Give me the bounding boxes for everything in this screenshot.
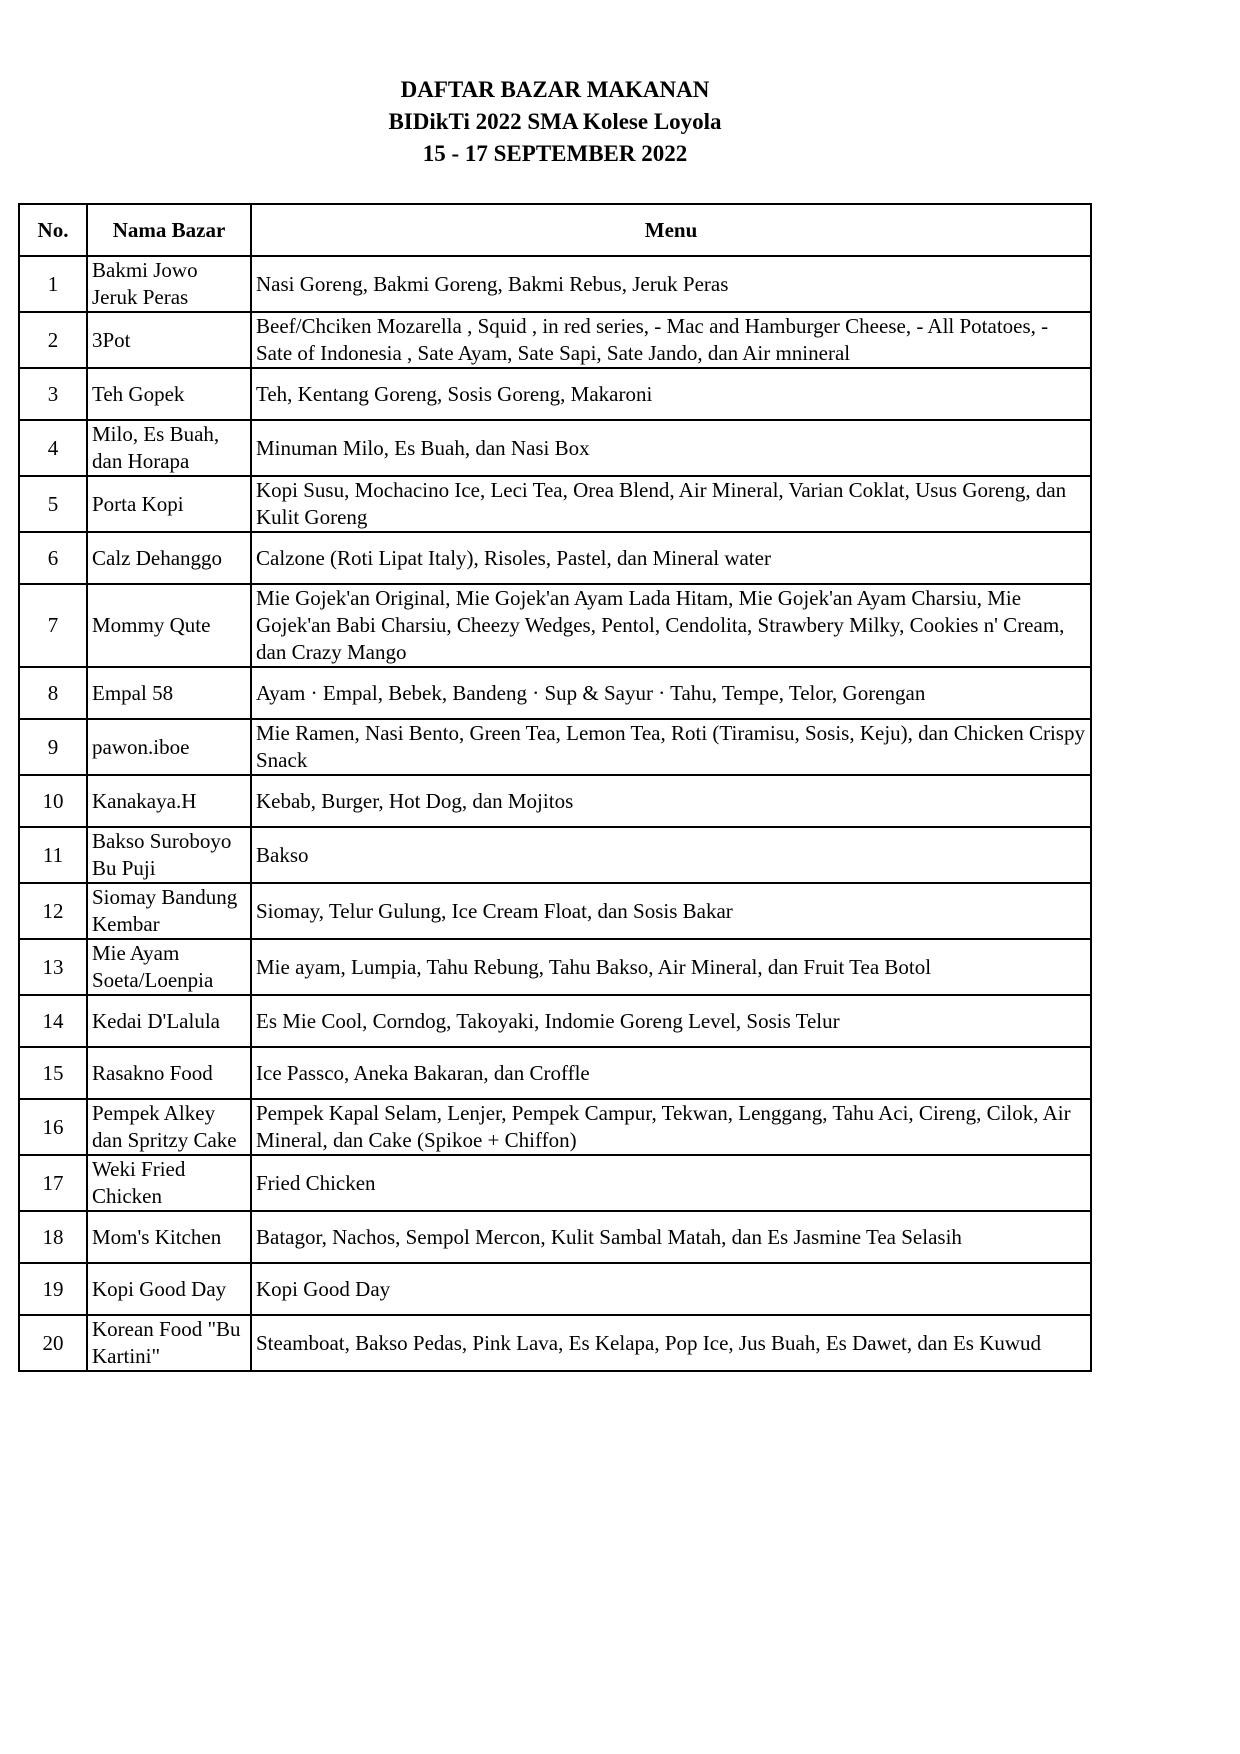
table-row xyxy=(19,1211,1091,1263)
table-row xyxy=(19,1047,1091,1099)
cell-no: 9 xyxy=(19,719,87,775)
table-header-row xyxy=(19,204,1091,256)
table-row xyxy=(19,827,1091,883)
cell-nama-bazar: Kedai D'Lalula xyxy=(87,995,251,1047)
cell-nama-bazar: Mom's Kitchen xyxy=(87,1211,251,1263)
cell-no: 8 xyxy=(19,667,87,719)
cell-no: 11 xyxy=(19,827,87,883)
cell-nama-bazar: Milo, Es Buah, dan Horapa xyxy=(87,420,251,476)
table-row xyxy=(19,1155,1091,1211)
cell-nama-bazar: Siomay Bandung Kembar xyxy=(87,883,251,939)
cell-no: 7 xyxy=(19,584,87,667)
cell-nama-bazar: Porta Kopi xyxy=(87,476,251,532)
table-row xyxy=(19,1315,1091,1371)
cell-nama-bazar: Mie Ayam Soeta/Loenpia xyxy=(87,939,251,995)
cell-nama-bazar: Calz Dehanggo xyxy=(87,532,251,584)
cell-nama-bazar: Bakmi Jowo Jeruk Peras xyxy=(87,256,251,312)
title-line-event: BIDikTi 2022 SMA Kolese Loyola xyxy=(388,109,722,134)
cell-no: 15 xyxy=(19,1047,87,1099)
cell-nama-bazar: 3Pot xyxy=(87,312,251,368)
cell-nama-bazar: Korean Food "Bu Kartini" xyxy=(87,1315,251,1371)
header-menu: Menu xyxy=(251,204,1091,256)
cell-menu: Calzone (Roti Lipat Italy), Risoles, Pastel, dan Mineral water xyxy=(251,532,1091,584)
cell-menu: Mie ayam, Lumpia, Tahu Rebung, Tahu Bakso, Air Mineral, dan Fruit Tea Botol xyxy=(251,939,1091,995)
table-row xyxy=(19,584,1091,667)
table-row xyxy=(19,883,1091,939)
header-nama-bazar: Nama Bazar xyxy=(87,204,251,256)
table-row xyxy=(19,476,1091,532)
cell-nama-bazar: Rasakno Food xyxy=(87,1047,251,1099)
cell-nama-bazar: Weki Fried Chicken xyxy=(87,1155,251,1211)
cell-no: 10 xyxy=(19,775,87,827)
cell-menu: Minuman Milo, Es Buah, dan Nasi Box xyxy=(251,420,1091,476)
table-row xyxy=(19,368,1091,420)
cell-menu: Kopi Good Day xyxy=(251,1263,1091,1315)
table-row xyxy=(19,312,1091,368)
cell-no: 4 xyxy=(19,420,87,476)
cell-menu: Ice Passco, Aneka Bakaran, dan Croffle xyxy=(251,1047,1091,1099)
title-line-date: 15 - 17 SEPTEMBER 2022 xyxy=(422,141,688,166)
cell-no: 13 xyxy=(19,939,87,995)
cell-menu: Teh, Kentang Goreng, Sosis Goreng, Makaroni xyxy=(251,368,1091,420)
table-row xyxy=(19,719,1091,775)
cell-menu: Fried Chicken xyxy=(251,1155,1091,1211)
cell-nama-bazar: Bakso Suroboyo Bu Puji xyxy=(87,827,251,883)
cell-no: 2 xyxy=(19,312,87,368)
table-row xyxy=(19,1099,1091,1155)
cell-menu: Kopi Susu, Mochacino Ice, Leci Tea, Orea Blend, Air Mineral, Varian Coklat, Usus Goreng, dan Kulit Goreng xyxy=(251,476,1091,532)
cell-no: 16 xyxy=(19,1099,87,1155)
cell-nama-bazar: Pempek Alkey dan Spritzy Cake xyxy=(87,1099,251,1155)
cell-no: 19 xyxy=(19,1263,87,1315)
header-no: No. xyxy=(19,204,87,256)
table-row xyxy=(19,1263,1091,1315)
cell-no: 1 xyxy=(19,256,87,312)
table-row xyxy=(19,667,1091,719)
cell-menu: Mie Gojek'an Original, Mie Gojek'an Ayam Lada Hitam, Mie Gojek'an Ayam Charsiu, Mie Gojek'an Babi Charsiu, Cheezy Wedges, Pentol, Cendolita, Strawbery Milky, Cookies n' Cream, dan Crazy Mango xyxy=(251,584,1091,667)
cell-nama-bazar: Empal 58 xyxy=(87,667,251,719)
document-title xyxy=(0,74,1110,170)
cell-menu: Beef/Chciken Mozarella , Squid , in red series, - Mac and Hamburger Cheese, - All Potatoes, - Sate of Indonesia , Sate Ayam, Sate Sapi, Sate Jando, dan Air mnineral xyxy=(251,312,1091,368)
cell-nama-bazar: Mommy Qute xyxy=(87,584,251,667)
cell-no: 6 xyxy=(19,532,87,584)
cell-menu: Nasi Goreng, Bakmi Goreng, Bakmi Rebus, Jeruk Peras xyxy=(251,256,1091,312)
cell-no: 14 xyxy=(19,995,87,1047)
cell-no: 12 xyxy=(19,883,87,939)
table-row xyxy=(19,939,1091,995)
cell-menu: Ayam · Empal, Bebek, Bandeng · Sup & Sayur · Tahu, Tempe, Telor, Gorengan xyxy=(251,667,1091,719)
table-row xyxy=(19,775,1091,827)
title-line-main: DAFTAR BAZAR MAKANAN xyxy=(400,77,710,102)
cell-no: 3 xyxy=(19,368,87,420)
cell-menu: Siomay, Telur Gulung, Ice Cream Float, dan Sosis Bakar xyxy=(251,883,1091,939)
cell-menu: Mie Ramen, Nasi Bento, Green Tea, Lemon Tea, Roti (Tiramisu, Sosis, Keju), dan Chicken Crispy Snack xyxy=(251,719,1091,775)
cell-no: 20 xyxy=(19,1315,87,1371)
cell-no: 17 xyxy=(19,1155,87,1211)
cell-nama-bazar: Kopi Good Day xyxy=(87,1263,251,1315)
bazar-table xyxy=(18,203,1092,1372)
table-row xyxy=(19,256,1091,312)
cell-menu: Kebab, Burger, Hot Dog, dan Mojitos xyxy=(251,775,1091,827)
cell-no: 18 xyxy=(19,1211,87,1263)
cell-menu: Es Mie Cool, Corndog, Takoyaki, Indomie Goreng Level, Sosis Telur xyxy=(251,995,1091,1047)
cell-nama-bazar: Kanakaya.H xyxy=(87,775,251,827)
cell-no: 5 xyxy=(19,476,87,532)
table-row xyxy=(19,995,1091,1047)
cell-menu: Steamboat, Bakso Pedas, Pink Lava, Es Kelapa, Pop Ice, Jus Buah, Es Dawet, dan Es Kuwud xyxy=(251,1315,1091,1371)
cell-nama-bazar: Teh Gopek xyxy=(87,368,251,420)
cell-menu: Bakso xyxy=(251,827,1091,883)
cell-menu: Pempek Kapal Selam, Lenjer, Pempek Campur, Tekwan, Lenggang, Tahu Aci, Cireng, Cilok, Air Mineral, dan Cake (Spikoe + Chiffon) xyxy=(251,1099,1091,1155)
table-row xyxy=(19,420,1091,476)
cell-menu: Batagor, Nachos, Sempol Mercon, Kulit Sambal Matah, dan Es Jasmine Tea Selasih xyxy=(251,1211,1091,1263)
cell-nama-bazar: pawon.iboe xyxy=(87,719,251,775)
table-row xyxy=(19,532,1091,584)
